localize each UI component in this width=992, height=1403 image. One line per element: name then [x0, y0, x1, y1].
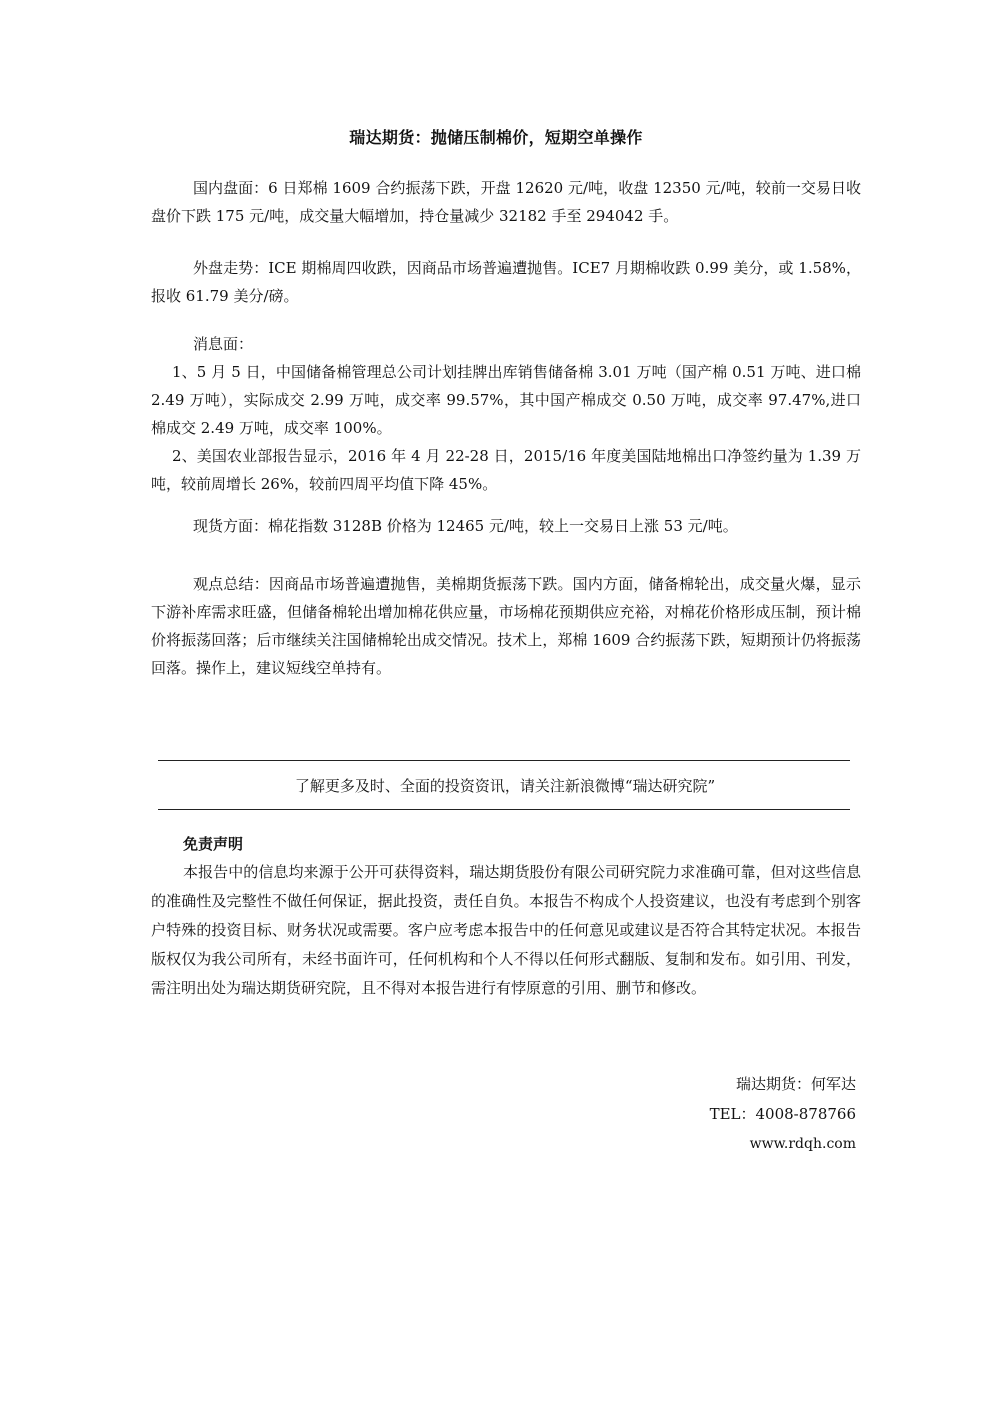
summary-section: [151, 570, 861, 682]
website-link[interactable]: www.rdqh.com: [749, 1136, 856, 1152]
news-item: 2、美国农业部报告显示，2016 年 4 月 22-28 日，2015/16 年度美国陆地棉出口净签约量为 1.39 万吨，较前周增长 26%，较前四周平均值下降 45%。: [151, 447, 861, 493]
report-title: 瑞达期货：抛储压制棉价，短期空单操作: [349, 128, 643, 147]
overseas-market-paragraph: 外盘走势：ICE 期棉周四收跌，因商品市场普遍遭抛售。ICE7 月期棉收跌 0.99 美分，或 1.58%，报收 61.79 美分/磅。: [151, 259, 861, 305]
author-signature: 瑞达期货：何军达: [735, 1075, 856, 1093]
divider-line: [158, 760, 850, 761]
domestic-market-paragraph: 国内盘面：6 日郑棉 1609 合约振荡下跌，开盘 12620 元/吨，收盘 12350 元/吨，较前一交易日收盘价下跌 175 元/吨，成交量大幅增加，持仓量减少 32182 手至 294042 手。: [151, 179, 861, 225]
weibo-follow-note: 了解更多及时、全面的投资资讯，请关注新浪微博“瑞达研究院”: [294, 777, 716, 795]
disclaimer-text: 本报告中的信息均来源于公开可获得资料，瑞达期货股份有限公司研究院力求准确可靠，但对这些信息的准确性及完整性不做任何保证，据此投资，责任自负。本报告不构成个人投资建议，也没有考虑到个别客户特殊的投资目标、财务状况或需要。客户应考虑本报告中的任何意见或建议是否符合其特定状况。本报告版权仅为我公司所有，未经书面许可，任何机构和个人不得以任何形式翻版、复制和发布。如引用、刊发，需注明出处为瑞达期货研究院，且不得对本报告进行有悖原意的引用、删节和修改。: [151, 863, 861, 997]
domestic-market-section: [151, 174, 861, 230]
news-item: 1、5 月 5 日，中国储备棉管理总公司计划挂牌出库销售储备棉 3.01 万吨（国产棉 0.51 万吨、进口棉 2.49 万吨），实际成交 2.99 万吨，成交率 99.57%，其中国产棉成交 0.50 万吨，成交率 97.47%,进口棉成交 2.49 万吨，成交率 100%。: [151, 363, 861, 437]
summary-paragraph: 观点总结：因商品市场普遍遭抛售，美棉期货振荡下跌。国内方面，储备棉轮出，成交量火爆，显示下游补库需求旺盛，但储备棉轮出增加棉花供应量，市场棉花预期供应充裕，对棉花价格形成压制，预计棉价将振荡回落；后市继续关注国储棉轮出成交情况。技术上，郑棉 1609 合约振荡下跌，短期预计仍将振荡回落。操作上，建议短线空单持有。: [151, 575, 861, 677]
overseas-market-section: [151, 254, 861, 310]
spot-section: [151, 512, 861, 540]
news-heading: 消息面：: [193, 335, 254, 353]
news-section: [151, 330, 861, 498]
spot-paragraph: 现货方面：棉花指数 3128B 价格为 12465 元/吨，较上一交易日上涨 53 元/吨。: [193, 517, 738, 535]
disclaimer-heading: 免责声明: [183, 835, 244, 853]
telephone: TEL：4008-878766: [709, 1105, 856, 1123]
divider-line: [158, 809, 850, 810]
